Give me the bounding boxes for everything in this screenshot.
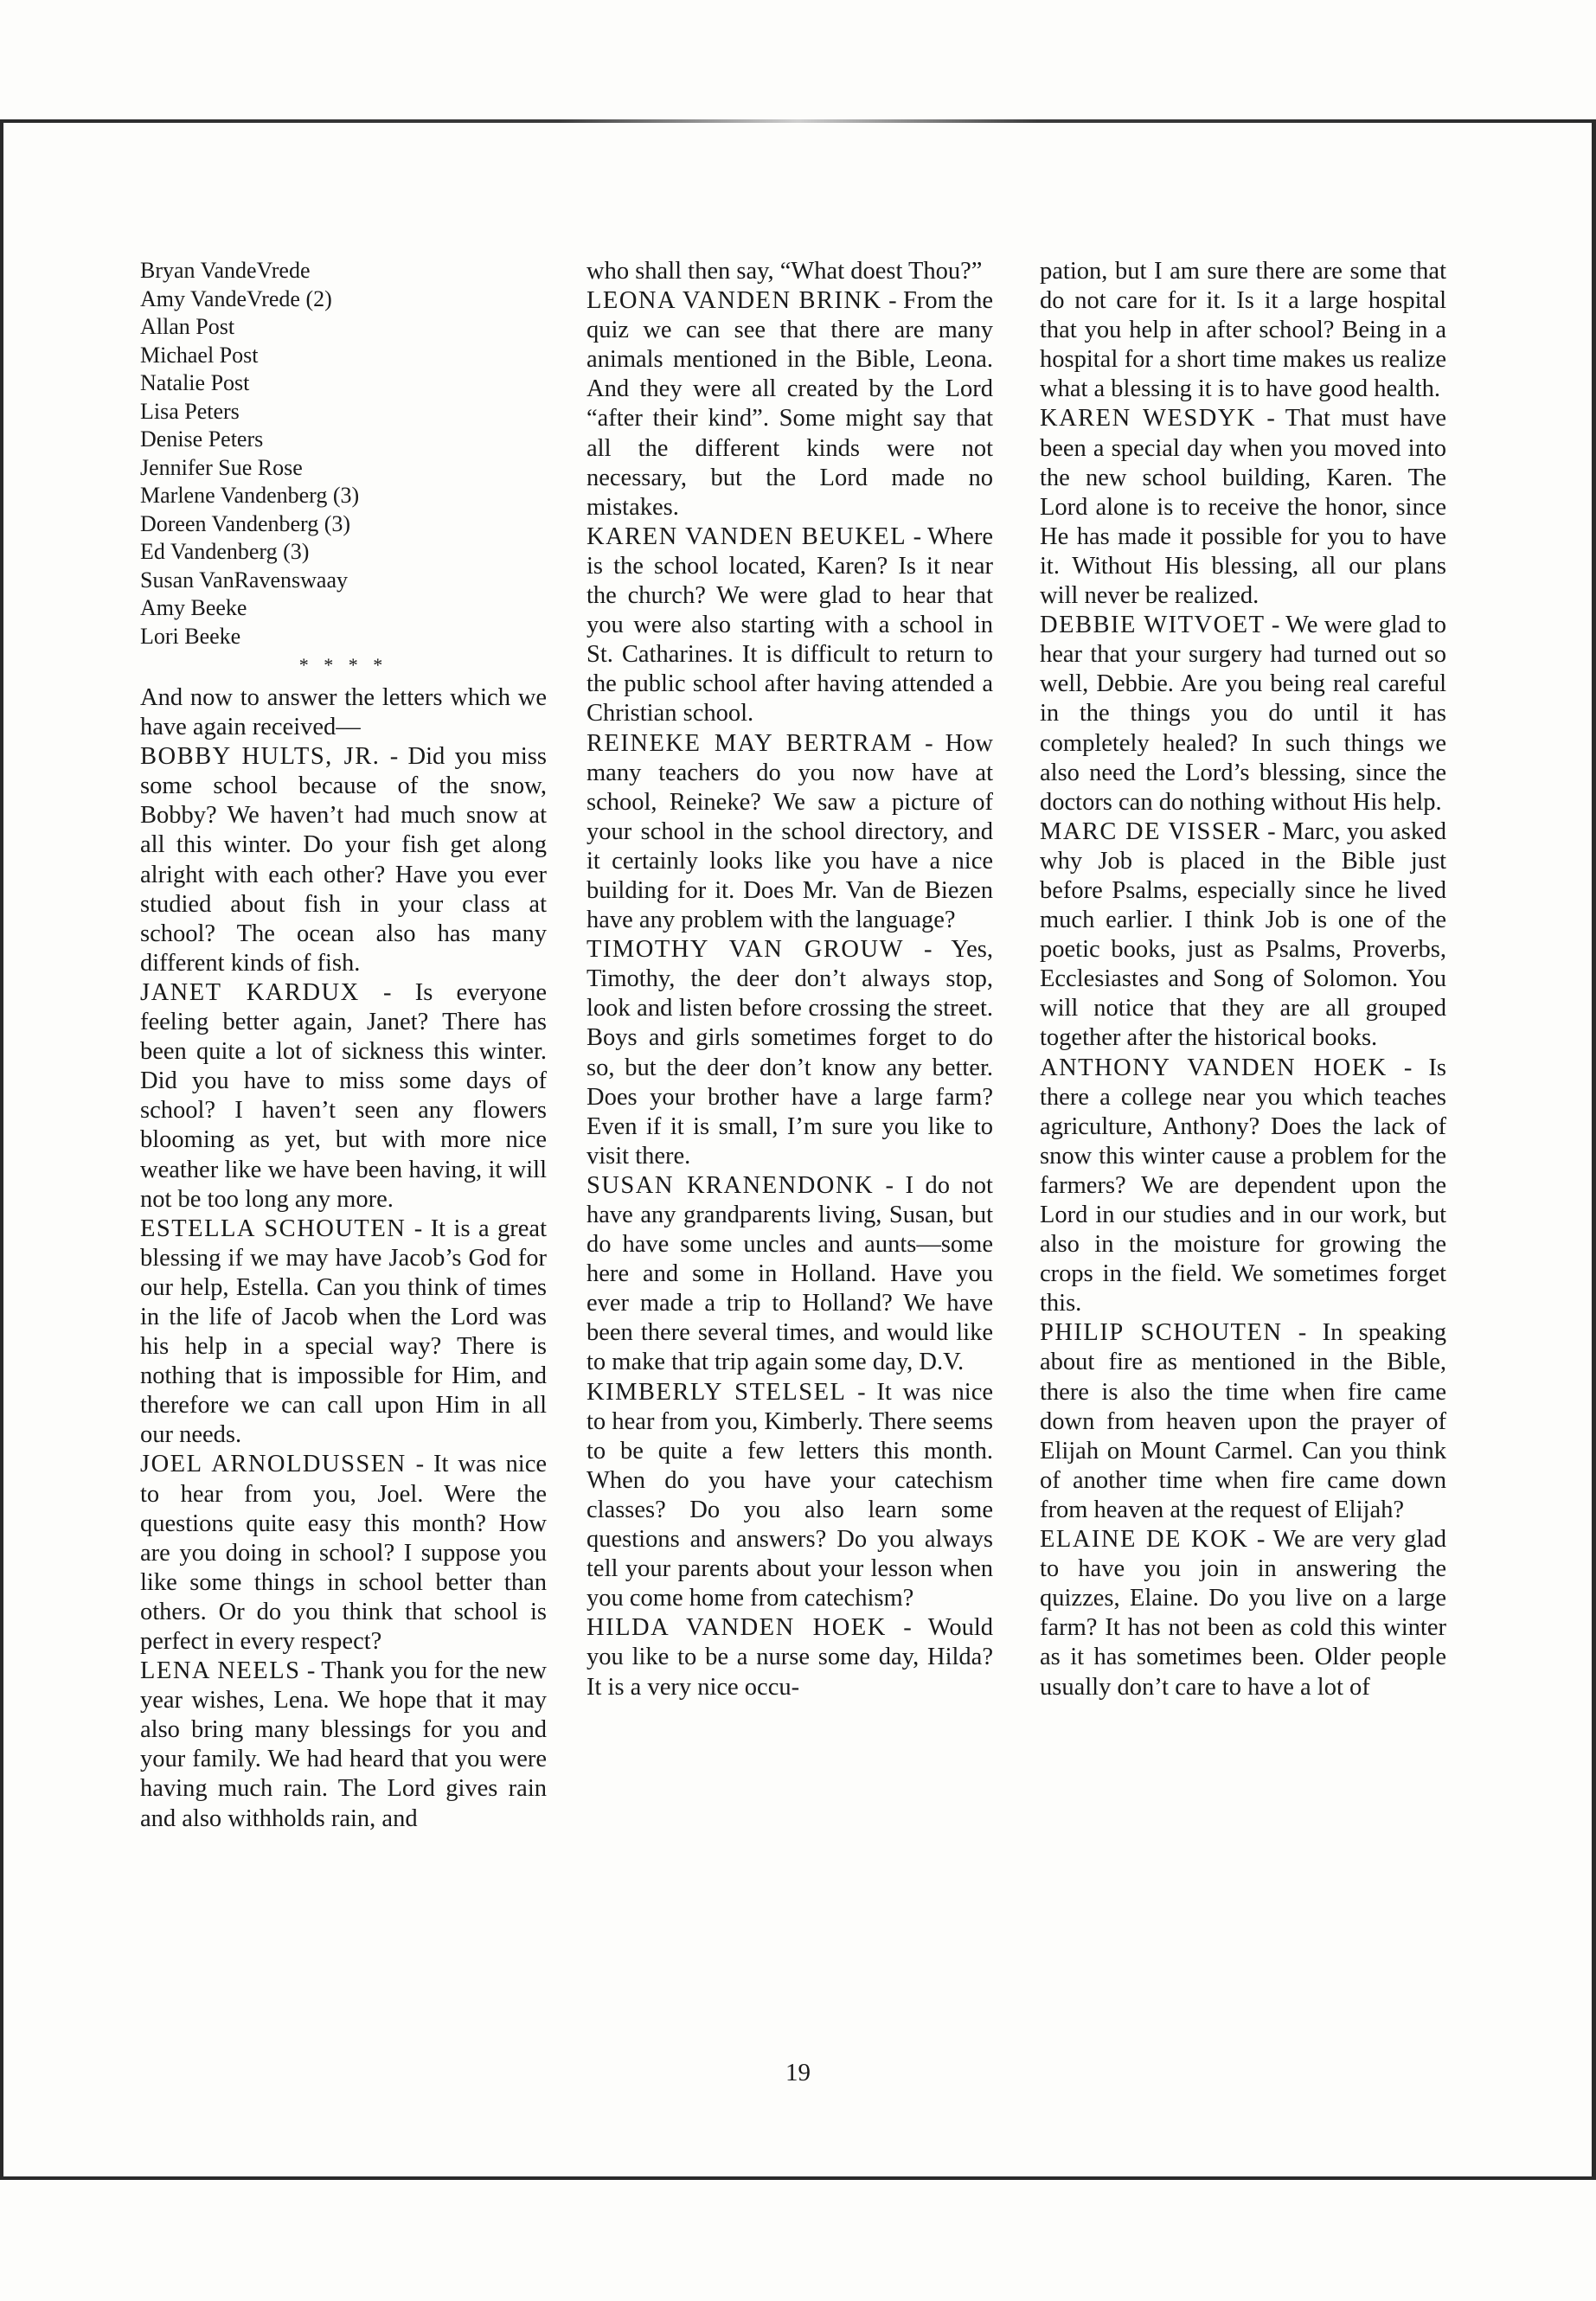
letter-reply-text: It was nice to hear from you, Joel. Were the questions quite easy this month? How are you doing in school? I suppose you like some things in school better than others. Or do you think that school is perfect in every respect? xyxy=(140,1451,547,1655)
letter-reply: ANTHONY VANDEN HOEK - Is there a college near you which teaches agriculture, Anthony? Does the lack of snow this winter cause a problem for the farmers? We are dependent upon the Lord in our studies and in our work, but also in the moisture for growing the crops in the field. We sometimes forget this. xyxy=(1040,1054,1446,1317)
letter-reply: JANET KARDUX - Is everyone feeling better again, Janet? There has been quite a lot of sickness this winter. Did you have to miss some days of school? I haven’t seen any flowers blooming as yet, but with more nice weather like we have been having, it will not be too long any more. xyxy=(140,978,547,1213)
letter-recipient-name: KAREN VANDEN BEUKEL xyxy=(586,522,907,550)
letter-recipient-name: JOEL ARNOLDUSSEN xyxy=(140,1451,407,1478)
section-separator: * * * * xyxy=(298,654,388,676)
letter-reply-text: Did you miss some school because of the snow, Bobby? We haven’t had much snow at all this winter. Do your fish get along alright with each other? Have you ever studied about fish in your class at school? The ocean also has many different kinds of fish. xyxy=(140,743,547,977)
name-item: Marlene Vandenberg (3) xyxy=(140,483,360,508)
name-item: Bryan VandeVrede xyxy=(140,258,311,283)
continuation-text: pation, but I am sure there are some that do not care for it. Is it a large hospital that you help in after school? Being in a hospital for a short time makes us realize what a blessing it is to have good health. xyxy=(1040,258,1446,403)
letter-reply: HILDA VANDEN HOEK - Would you like to be a nurse some day, Hilda? It is a very nice occu- xyxy=(586,1614,993,1701)
letter-reply-text: Thank you for the new year wishes, Lena. We hope that it may also bring many blessings for you and your family. We had heard that you were having much rain. The Lord gives rain and also withholds rain, and xyxy=(140,1657,547,1832)
scan-border-top xyxy=(0,119,1596,123)
letter-recipient-name: TIMOTHY VAN GROUW xyxy=(586,936,904,964)
letter-reply-text: We were glad to hear that your surgery had turned out so well, Debbie. Are you being real careful in the things you do until it has completely healed? In such things we also need the Lord’s blessing, since the doctors can do nothing without His help. xyxy=(1040,612,1447,816)
letter-reply: SUSAN KRANENDONK - I do not have any grandparents living, Susan, but do have some uncles and aunts—some here and some in Holland. Have you ever made a trip to Holland? We have been there several times, and would like to make that trip again some day, D.V. xyxy=(586,1171,993,1376)
letter-reply: KAREN WESDYK - That must have been a special day when you moved into the new school building, Karen. The Lord alone is to receive the honor, since He has made it possible for you to have it. Without His blessing, all our plans will never be realized. xyxy=(1040,405,1446,610)
letter-reply: TIMOTHY VAN GROUW - Yes, Timothy, the deer don’t always stop, look and listen before crossing the street. Boys and girls sometimes forget to do so, but the deer don’t know any better. Does your brother have a large farm? Even if it is small, I’m sure you like to visit there. xyxy=(586,936,993,1170)
name-item: Jennifer Sue Rose xyxy=(140,454,303,480)
letter-reply-text: It is a great blessing if we may have Jacob’s God for our help, Estella. Can you think of times in the life of Jacob when the Lord was his help in a special way? There is nothing that is impossible for Him, and therefore we can call upon Him in all our needs. xyxy=(140,1215,547,1449)
letter-reply-text: I do not have any grandparents living, Susan, but do have some uncles and aunts—some here and some in Holland. Have you ever made a trip to Holland? We have been there several times, and would like to make that trip again some day, D.V. xyxy=(586,1171,993,1376)
letter-reply-text: Is everyone feeling better again, Janet? There has been quite a lot of sickness this winter. Did you have to miss some days of school? I haven’t seen any flowers blooming as yet, but with more nice weather like we have been having, it will not be too long any more. xyxy=(140,978,547,1213)
continuation-text: who shall then say, “What doest Thou?” xyxy=(586,258,983,285)
intro-paragraph: And now to answer the letters which we have again received— xyxy=(140,684,547,741)
letter-reply-text: It was nice to hear from you, Kimberly. There seems to be quite a few letters this month. When do you have your catechism classes? Do you also learn some questions and answers? Do you always tell your parents about your lesson when you come home from catechism? xyxy=(586,1378,994,1612)
letter-recipient-name: ANTHONY VANDEN HOEK xyxy=(1040,1054,1388,1081)
letter-reply-text: From the quiz we can see that there are many animals mentioned in the Bible, Leona. And they were all created by the Lord “after their kind”. Some might say that all the different kinds were not necessary, but the Lord made no mistakes. xyxy=(586,287,994,521)
name-item: Lori Beeke xyxy=(140,623,241,649)
scan-border-right xyxy=(1592,119,1596,2180)
letter-reply-text: Would you like to be a nurse some day, Hilda? It is a very nice occu- xyxy=(586,1614,993,1701)
letter-recipient-name: SUSAN KRANENDONK xyxy=(586,1171,875,1199)
letter-recipient-name: KAREN WESDYK xyxy=(1040,405,1256,433)
letter-reply: KIMBERLY STELSEL - It was nice to hear from you, Kimberly. There seems to be quite a few letters this month. When do you have your catechism classes? Do you also learn some questions and answers? Do you always tell your parents about your lesson when you come home from catechism? xyxy=(586,1378,994,1612)
name-item: Susan VanRavenswaay xyxy=(140,567,348,593)
letter-reply: LEONA VANDEN BRINK - From the quiz we can see that there are many animals mentioned in the Bible, Leona. And they were all created by the Lord “after their kind”. Some might say that all the different kinds were not necessary, but the Lord made no mistakes. xyxy=(586,287,994,521)
name-item: Ed Vandenberg (3) xyxy=(140,539,310,564)
letter-reply-text: Marc, you asked why Job is placed in the Bible just before Psalms, especially since he lived much earlier. I think Job is one of the poetic books, just as Psalms, Proverbs, Ecclesiastes and Song of Solomon. You will notice that they are all grouped together after the historical books. xyxy=(1040,817,1447,1052)
names-list xyxy=(140,257,547,651)
letter-reply-text: In speaking about fire as mentioned in the Bible, there is also the time when fire came down from heaven upon the prayer of Elijah on Mount Carmel. Can you think of another time when fire came down from heaven at the request of Elijah? xyxy=(1040,1319,1446,1523)
letter-reply-text: How many teachers do you now have at school, Reineke? We saw a picture of your school in the school directory, and it certainly looks like you have a nice building for it. Does Mr. Van de Biezen have any problem with the language? xyxy=(586,729,993,934)
name-item: Doreen Vandenberg (3) xyxy=(140,510,351,536)
column-middle xyxy=(586,257,993,1702)
letter-reply-text: Yes, Timothy, the deer don’t always stop, look and listen before crossing the street. Boys and girls sometimes forget to do so, but the deer don’t know any better. Does your brother have a large farm? Even if it is small, I’m sure you like to visit there. xyxy=(586,936,993,1170)
letter-recipient-name: LEONA VANDEN BRINK xyxy=(586,287,882,315)
name-item: Denise Peters xyxy=(140,426,264,452)
letter-recipient-name: PHILIP SCHOUTEN xyxy=(1040,1319,1283,1347)
letter-recipient-name: BOBBY HULTS, JR. xyxy=(140,743,381,771)
letter-reply: ESTELLA SCHOUTEN - It is a great blessing if we may have Jacob’s God for our help, Estella. Can you think of times in the life of Jacob when the Lord was his help in a special way? There is nothing that is impossible for Him, and therefore we can call upon Him in all our needs. xyxy=(140,1215,547,1449)
letter-recipient-name: MARC DE VISSER xyxy=(1040,817,1261,845)
page-number: 19 xyxy=(785,2059,811,2086)
letter-reply-text: That must have been a special day when you moved into the new school building, Karen. The Lord alone is to receive the honor, since He has made it possible for you to have it. Without His blessing, all our plans will never be realized. xyxy=(1040,405,1446,610)
column-right xyxy=(1040,257,1446,1702)
column-left xyxy=(140,257,547,1834)
letter-reply-text: We are very glad to have you join in answering the quizzes, Elaine. Do you live on a large farm? It has not been as cold this winter as it has sometimes been. Older people usually don’t care to have a lot of xyxy=(1040,1526,1446,1701)
letter-reply-text: Where is the school located, Karen? Is it near the church? We were glad to hear that you were also starting with a school in St. Catharines. It is difficult to return to the public school after having attended a Christian school. xyxy=(586,522,993,727)
scan-border-left xyxy=(0,119,3,2180)
letter-recipient-name: ELAINE DE KOK xyxy=(1040,1526,1249,1554)
name-item: Natalie Post xyxy=(140,370,250,395)
letter-recipient-name: KIMBERLY STELSEL xyxy=(586,1378,847,1406)
letter-reply: PHILIP SCHOUTEN - In speaking about fire as mentioned in the Bible, there is also the time when fire came down from heaven upon the prayer of Elijah on Mount Carmel. Can you think of another time when fire came down from heaven at the request of Elijah? xyxy=(1040,1319,1446,1523)
scan-border-bottom xyxy=(0,2176,1596,2180)
letter-recipient-name: HILDA VANDEN HOEK xyxy=(586,1614,887,1642)
letter-reply: LENA NEELS - Thank you for the new year wishes, Lena. We hope that it may also bring many blessings for you and your family. We had heard that you were having much rain. The Lord gives rain and also withholds rain, and xyxy=(140,1657,547,1832)
name-item: Michael Post xyxy=(140,342,259,368)
letter-recipient-name: REINEKE MAY BERTRAM xyxy=(586,729,913,757)
letter-reply: REINEKE MAY BERTRAM - How many teachers do you now have at school, Reineke? We saw a picture of your school in the school directory, and it certainly looks like you have a nice building for it. Does Mr. Van de Biezen have any problem with the language? xyxy=(586,729,993,934)
name-item: Lisa Peters xyxy=(140,398,240,424)
letter-recipient-name: JANET KARDUX xyxy=(140,978,360,1006)
letter-reply-text: Is there a college near you which teaches agriculture, Anthony? Does the lack of snow this winter cause a problem for the farmers? We are dependent upon the Lord in our studies and in our work, but also in the moisture for growing the crops in the field. We sometimes forget this. xyxy=(1040,1054,1446,1317)
letter-recipient-name: ESTELLA SCHOUTEN xyxy=(140,1215,407,1242)
letter-reply: JOEL ARNOLDUSSEN - It was nice to hear from you, Joel. Were the questions quite easy this month? How are you doing in school? I suppose you like some things in school better than others. Or do you think that school is perfect in every respect? xyxy=(140,1451,547,1655)
letter-recipient-name: LENA NEELS xyxy=(140,1657,301,1685)
letter-reply: ELAINE DE KOK - We are very glad to have you join in answering the quizzes, Elaine. Do you live on a large farm? It has not been as cold this winter as it has sometimes been. Older people usually don’t care to have a lot of xyxy=(1040,1526,1446,1701)
name-item: Allan Post xyxy=(140,314,235,339)
letter-reply: KAREN VANDEN BEUKEL - Where is the school located, Karen? Is it near the church? We were glad to hear that you were also starting with a school in St. Catharines. It is difficult to return to the public school after having attended a Christian school. xyxy=(586,522,993,727)
letter-reply: BOBBY HULTS, JR. - Did you miss some school because of the snow, Bobby? We haven’t had much snow at all this winter. Do your fish get along alright with each other? Have you ever studied about fish in your class at school? The ocean also has many different kinds of fish. xyxy=(140,743,547,977)
letter-recipient-name: DEBBIE WITVOET xyxy=(1040,612,1266,639)
name-item: Amy Beeke xyxy=(140,595,247,620)
letter-reply: MARC DE VISSER - Marc, you asked why Job is placed in the Bible just before Psalms, especially since he lived much earlier. I think Job is one of the poetic books, just as Psalms, Proverbs, Ecclesiastes and Song of Solomon. You will notice that they are all grouped together after the historical books. xyxy=(1040,817,1447,1052)
name-item: Amy VandeVrede (2) xyxy=(140,285,332,311)
letter-reply: DEBBIE WITVOET - We were glad to hear that your surgery had turned out so well, Debbie. Are you being real careful in the things you do until it has completely healed? In such things we also need the Lord’s blessing, since the doctors can do nothing without His help. xyxy=(1040,612,1447,816)
